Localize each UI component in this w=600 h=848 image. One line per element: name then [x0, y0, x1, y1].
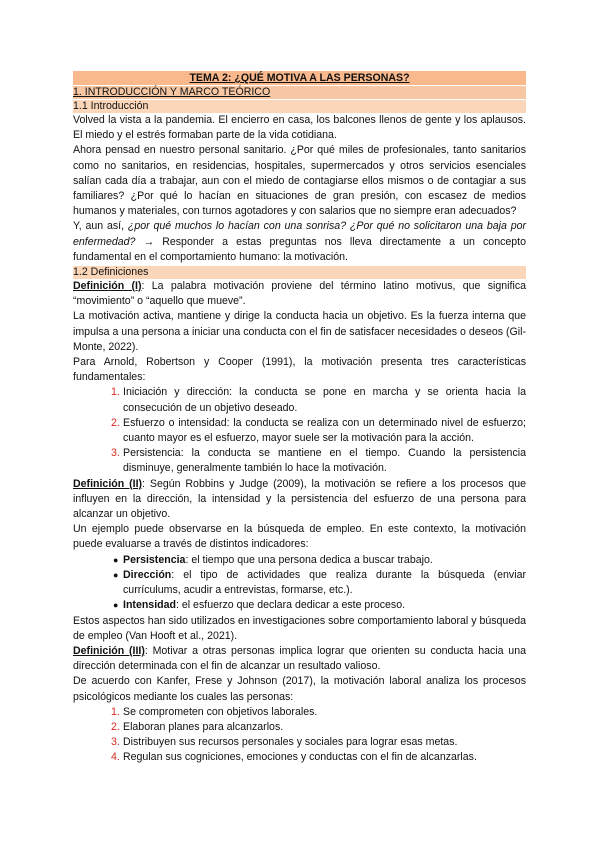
bullet-term: Dirección	[123, 568, 172, 581]
subsection-heading-1-1: 1.1 Introducción	[73, 100, 526, 113]
list-item	[73, 750, 526, 765]
list-text: Elaboran planes para alcanzarlos.	[123, 720, 284, 733]
subsection-heading-1-2: 1.2 Definiciones	[73, 266, 526, 279]
bullet-text: : el tipo de actividades que realiza durante la búsqueda (enviar currículums, acudir a entrevistas, formarse, etc.).	[123, 568, 526, 597]
intro-paragraph-2: Ahora pensad en nuestro personal sanitario. ¿Por qué miles de profesionales, tanto sanitarios como no sanitarios, en residencias, hospitales, supermercados y otros servicios esenciales salían cada día a trabajar, aun con el miedo de contagiarse ellos mismos o de contagiar a sus familiares? ¿Por qué lo hacían en situaciones de gran presión, con escasez de medios humanos y materiales, con turnos agotadores y con salarios que no siempre eran adecuados?	[73, 144, 526, 218]
definition-3-label: Definición (III)	[73, 644, 145, 657]
list-number: 1.	[111, 705, 120, 718]
definition-2-text: : Según Robbins y Judge (2009), la motivación se refiere a los procesos que influyen en la dirección, la intensidad y la persistencia del esfuerzo de una persona para alcanzar un objetivo.	[73, 477, 526, 521]
intro-p3-lead: Y, aun así,	[73, 220, 128, 233]
bullet-item	[73, 553, 526, 568]
section-heading-1: 1. INTRODUCCIÓN Y MARCO TEÓRICO	[73, 86, 526, 99]
list-number: 3.	[111, 736, 120, 749]
list-number: 1.	[111, 386, 120, 399]
page-title: TEMA 2: ¿QUÉ MOTIVA A LAS PERSONAS?	[73, 71, 526, 85]
list-text: Iniciación y dirección: la conducta se pone en marcha y se orienta hacia la consecución de un objetivo deseado.	[123, 386, 526, 414]
definition-3-paragraph-2: De acuerdo con Kanfer, Frese y Johnson (2017), la motivación laboral analiza los procesos psicológicos mediante los cuales las personas:	[73, 675, 526, 703]
characteristics-list	[73, 385, 526, 476]
intro-p3-tail: → Responder a estas preguntas nos lleva directamente a un concepto fundamental en el comportamiento humano: la motivación.	[73, 235, 526, 263]
processes-list	[73, 705, 526, 766]
definition-3	[73, 644, 526, 674]
list-item	[73, 416, 526, 446]
bullet-term: Intensidad	[123, 599, 176, 612]
bullet-term: Persistencia	[123, 553, 186, 566]
definition-2-paragraph-2: Un ejemplo puede observarse en la búsqueda de empleo. En este contexto, la motivación puede evaluarse a través de distintos indicadores:	[73, 523, 526, 551]
bullet-text: : el esfuerzo que declara dedicar a este proceso.	[175, 599, 406, 612]
list-item	[73, 735, 526, 750]
definition-2-label: Definición (II)	[73, 477, 143, 490]
list-number: 3.	[111, 447, 120, 460]
definition-2	[73, 477, 526, 523]
list-item	[73, 446, 526, 476]
list-item	[73, 385, 526, 415]
list-text: Regulan sus cogniciones, emociones y conductas con el fin de alcanzarlas.	[123, 751, 477, 764]
intro-paragraph-3	[73, 219, 526, 265]
definition-3-text: : Motivar a otras personas implica lograr que orienten su conducta hacia una dirección determinada con el fin de alcanzar un resultado valioso.	[73, 644, 526, 673]
definition-2-paragraph-3: Estos aspectos han sido utilizados en investigaciones sobre comportamiento laboral y búsqueda de empleo (Van Hooft et al., 2021).	[73, 614, 526, 642]
definition-1-paragraph-3: Para Arnold, Robertson y Cooper (1991), la motivación presenta tres características fundamentales:	[73, 356, 526, 384]
indicators-list	[73, 553, 526, 614]
list-number: 2.	[111, 720, 120, 733]
list-number: 4.	[111, 751, 120, 764]
definition-1-label: Definición (I)	[73, 280, 142, 293]
intro-paragraph-1: Volved la vista a la pandemia. El encierro en casa, los balcones llenos de gente y los aplausos. El miedo y el estrés formaban parte de la vida cotidiana.	[73, 114, 526, 142]
bullet-text: : el tiempo que una persona dedica a buscar trabajo.	[185, 553, 433, 566]
definition-1-text: : La palabra motivación proviene del término latino motivus, que significa “movimiento” o “aquello que mueve”.	[73, 280, 527, 308]
list-number: 2.	[111, 416, 120, 429]
bullet-icon: ●	[113, 569, 119, 580]
definition-1-paragraph-2: La motivación activa, mantiene y dirige la conducta hacia un objetivo. Es la fuerza interna que impulsa a una persona a iniciar una conducta con el fin de satisfacer necesidades o deseos (Gil-Monte, 2022).	[73, 310, 526, 353]
list-item	[73, 705, 526, 720]
list-text: Persistencia: la conducta se mantiene en el tiempo. Cuando la persistencia disminuye, generalmente también lo hace la motivación.	[123, 447, 526, 475]
bullet-icon: ●	[113, 554, 119, 565]
list-item	[73, 720, 526, 735]
intro-p3-questions: ¿por qué muchos lo hacían con una sonrisa? ¿Por qué no solicitaron una baja por enfermedad?	[73, 220, 526, 248]
bullet-item	[73, 568, 526, 598]
bullet-item	[73, 598, 526, 613]
document-content	[73, 71, 526, 766]
bullet-icon: ●	[113, 600, 119, 611]
list-text: Se comprometen con objetivos laborales.	[123, 705, 318, 718]
list-text: Esfuerzo o intensidad: la conducta se realiza con un determinado nivel de esfuerzo; cuanto mayor es el esfuerzo, mayor suele ser la motivación para la acción.	[123, 416, 526, 445]
definition-1	[73, 279, 526, 309]
list-text: Distribuyen sus recursos personales y sociales para lograr esas metas.	[123, 736, 458, 749]
